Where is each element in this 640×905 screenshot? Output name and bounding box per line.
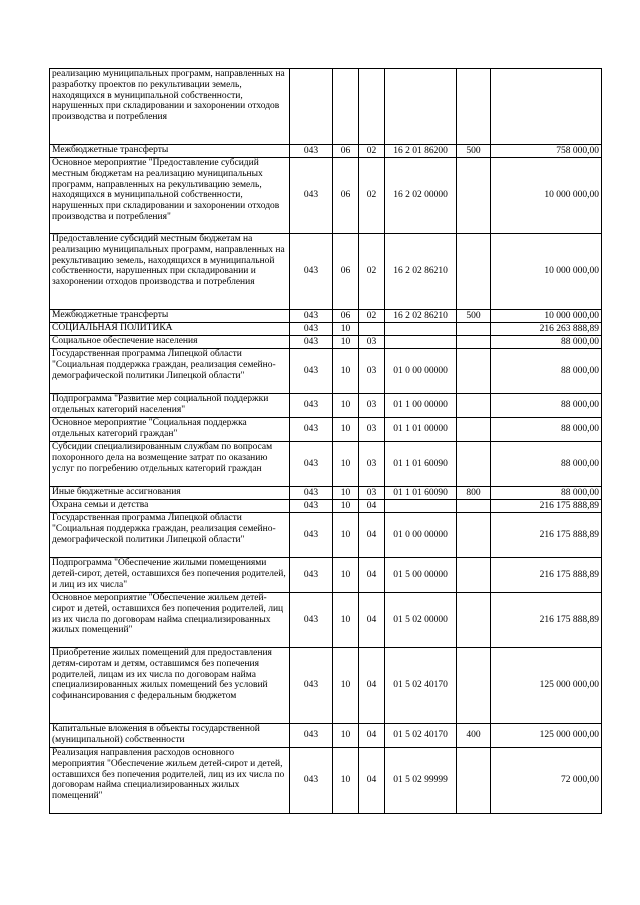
row-vr: 400 <box>457 724 491 748</box>
table-row <box>50 418 602 442</box>
table-row <box>50 593 602 648</box>
row-csr: 16 2 02 86210 <box>385 310 457 323</box>
row-vr: 500 <box>457 145 491 158</box>
row-grbs: 043 <box>290 724 333 748</box>
row-sum: 758 000,00 <box>491 145 602 158</box>
row-csr: 01 5 02 00000 <box>385 593 457 648</box>
row-csr: 01 1 01 60090 <box>385 442 457 487</box>
row-sum: 88 000,00 <box>491 349 602 394</box>
row-pr: 03 <box>359 442 385 487</box>
table-row <box>50 145 602 158</box>
row-name: Государственная программа Липецкой области "Социальная поддержка граждан, реализация семейно-демографической политики Липецкой области" <box>50 513 290 558</box>
row-vr <box>457 69 491 145</box>
row-grbs: 043 <box>290 310 333 323</box>
table-row <box>50 158 602 234</box>
row-pr: 02 <box>359 234 385 310</box>
table-row <box>50 648 602 724</box>
row-vr: 500 <box>457 310 491 323</box>
row-csr: 16 2 02 00000 <box>385 158 457 234</box>
row-vr: 800 <box>457 487 491 500</box>
row-sum: 125 000 000,00 <box>491 724 602 748</box>
row-name: Подпрограмма "Развитие мер социальной поддержки отдельных категорий населения" <box>50 394 290 418</box>
row-name: Подпрограмма "Обеспечение жилыми помещениями детей-сирот, детей, оставшихся без попечения родителей, и лиц из их числа" <box>50 558 290 593</box>
row-rz: 10 <box>333 418 359 442</box>
row-rz: 10 <box>333 513 359 558</box>
row-pr: 03 <box>359 349 385 394</box>
row-pr: 04 <box>359 558 385 593</box>
row-csr: 16 2 02 86210 <box>385 234 457 310</box>
row-csr: 01 1 01 00000 <box>385 418 457 442</box>
budget-table <box>49 68 602 814</box>
row-name: Реализация направления расходов основного мероприятия "Обеспечение жильем детей-сирот и детей, оставшихся без попечения родителей, лиц из их числа по договорам найма специализированных жилых помещений" <box>50 748 290 814</box>
row-pr: 02 <box>359 158 385 234</box>
row-rz: 10 <box>333 558 359 593</box>
row-rz: 10 <box>333 336 359 349</box>
budget-table-body <box>50 69 602 814</box>
row-vr <box>457 418 491 442</box>
row-grbs: 043 <box>290 593 333 648</box>
row-grbs: 043 <box>290 323 333 336</box>
row-sum: 10 000 000,00 <box>491 310 602 323</box>
row-name: Капитальные вложения в объекты государственной (муниципальной) собственности <box>50 724 290 748</box>
row-pr: 04 <box>359 513 385 558</box>
row-sum: 88 000,00 <box>491 336 602 349</box>
row-name: Охрана семьи и детства <box>50 500 290 513</box>
row-rz: 06 <box>333 145 359 158</box>
row-rz: 10 <box>333 500 359 513</box>
row-csr: 01 1 00 00000 <box>385 394 457 418</box>
row-sum: 216 175 888,89 <box>491 500 602 513</box>
row-name: Приобретение жилых помещений для предоставления детям-сиротам и детям, оставшимся без попечения родителей, лицам из их числа по договорам найма специализированных жилых помещений без условий софинансирования с федеральным бюджетом <box>50 648 290 724</box>
row-csr <box>385 336 457 349</box>
row-sum: 10 000 000,00 <box>491 234 602 310</box>
row-rz: 10 <box>333 349 359 394</box>
row-pr <box>359 323 385 336</box>
row-grbs: 043 <box>290 158 333 234</box>
row-pr: 03 <box>359 394 385 418</box>
row-vr <box>457 323 491 336</box>
row-sum: 216 175 888,89 <box>491 558 602 593</box>
row-sum: 88 000,00 <box>491 418 602 442</box>
table-row <box>50 349 602 394</box>
row-name: Межбюджетные трансферты <box>50 145 290 158</box>
row-csr: 01 5 02 40170 <box>385 724 457 748</box>
budget-table-page <box>49 68 601 814</box>
row-rz: 10 <box>333 487 359 500</box>
row-sum: 88 000,00 <box>491 442 602 487</box>
row-vr <box>457 442 491 487</box>
row-csr: 16 2 01 86200 <box>385 145 457 158</box>
row-csr: 01 0 00 00000 <box>385 349 457 394</box>
row-rz: 10 <box>333 593 359 648</box>
row-pr: 04 <box>359 648 385 724</box>
row-sum: 10 000 000,00 <box>491 158 602 234</box>
row-pr: 03 <box>359 487 385 500</box>
row-grbs: 043 <box>290 394 333 418</box>
row-name: Основное мероприятие "Обеспечение жильем детей-сирот и детей, оставшихся без попечения родителей, лиц из их числа по договорам найма специализированных жилых помещений" <box>50 593 290 648</box>
row-name: Социальное обеспечение населения <box>50 336 290 349</box>
row-csr: 01 5 02 40170 <box>385 648 457 724</box>
row-name: реализацию муниципальных программ, направленных на разработку проектов по рекультивации земель, находящихся в муниципальной собственности, нарушенных при складировании и захоронении отходов производства и потребления <box>50 69 290 145</box>
row-vr <box>457 513 491 558</box>
row-csr <box>385 500 457 513</box>
table-row <box>50 748 602 814</box>
row-grbs: 043 <box>290 418 333 442</box>
row-pr <box>359 69 385 145</box>
row-name: Межбюджетные трансферты <box>50 310 290 323</box>
row-name: Государственная программа Липецкой области "Социальная поддержка граждан, реализация семейно-демографической политики Липецкой области" <box>50 349 290 394</box>
table-row <box>50 500 602 513</box>
row-vr <box>457 394 491 418</box>
row-grbs: 043 <box>290 234 333 310</box>
row-grbs <box>290 69 333 145</box>
row-name: Субсидии специализированным службам по вопросам похоронного дела на возмещение затрат по оказанию услуг по погребению отдельных категорий граждан <box>50 442 290 487</box>
row-grbs: 043 <box>290 487 333 500</box>
row-grbs: 043 <box>290 648 333 724</box>
row-rz: 10 <box>333 394 359 418</box>
row-name: Иные бюджетные ассигнования <box>50 487 290 500</box>
row-sum: 216 263 888,89 <box>491 323 602 336</box>
row-pr: 02 <box>359 145 385 158</box>
row-rz: 06 <box>333 158 359 234</box>
row-sum: 88 000,00 <box>491 394 602 418</box>
row-grbs: 043 <box>290 145 333 158</box>
row-pr: 04 <box>359 593 385 648</box>
row-vr <box>457 558 491 593</box>
row-csr: 01 1 01 60090 <box>385 487 457 500</box>
row-pr: 02 <box>359 310 385 323</box>
row-vr <box>457 593 491 648</box>
row-name: Основное мероприятие "Социальная поддержка отдельных категорий граждан" <box>50 418 290 442</box>
table-row <box>50 487 602 500</box>
table-row <box>50 558 602 593</box>
row-pr: 04 <box>359 748 385 814</box>
table-row <box>50 724 602 748</box>
row-vr <box>457 349 491 394</box>
row-vr <box>457 648 491 724</box>
row-csr: 01 5 00 00000 <box>385 558 457 593</box>
table-row <box>50 336 602 349</box>
table-row <box>50 323 602 336</box>
row-sum: 72 000,00 <box>491 748 602 814</box>
row-grbs: 043 <box>290 748 333 814</box>
row-name: СОЦИАЛЬНАЯ ПОЛИТИКА <box>50 323 290 336</box>
row-pr: 03 <box>359 336 385 349</box>
table-row <box>50 310 602 323</box>
row-grbs: 043 <box>290 349 333 394</box>
row-rz: 10 <box>333 648 359 724</box>
row-grbs: 043 <box>290 500 333 513</box>
row-vr <box>457 158 491 234</box>
row-sum: 216 175 888,89 <box>491 593 602 648</box>
row-rz: 06 <box>333 310 359 323</box>
row-vr <box>457 500 491 513</box>
table-row <box>50 442 602 487</box>
row-pr: 03 <box>359 418 385 442</box>
row-sum <box>491 69 602 145</box>
row-rz: 06 <box>333 234 359 310</box>
row-vr <box>457 234 491 310</box>
row-grbs: 043 <box>290 513 333 558</box>
row-grbs: 043 <box>290 336 333 349</box>
row-csr <box>385 323 457 336</box>
row-rz <box>333 69 359 145</box>
row-pr: 04 <box>359 500 385 513</box>
table-row <box>50 394 602 418</box>
row-rz: 10 <box>333 442 359 487</box>
row-rz: 10 <box>333 724 359 748</box>
row-vr <box>457 336 491 349</box>
row-csr: 01 0 00 00000 <box>385 513 457 558</box>
row-csr: 01 5 02 99999 <box>385 748 457 814</box>
row-sum: 125 000 000,00 <box>491 648 602 724</box>
row-rz: 10 <box>333 323 359 336</box>
row-csr <box>385 69 457 145</box>
table-row <box>50 69 602 145</box>
row-vr <box>457 748 491 814</box>
table-row <box>50 513 602 558</box>
table-row <box>50 234 602 310</box>
row-sum: 216 175 888,89 <box>491 513 602 558</box>
row-rz: 10 <box>333 748 359 814</box>
row-sum: 88 000,00 <box>491 487 602 500</box>
row-grbs: 043 <box>290 558 333 593</box>
row-grbs: 043 <box>290 442 333 487</box>
row-name: Основное мероприятие "Предоставление субсидий местным бюджетам на реализацию муниципальных программ, направленных на рекультивацию земель, находящихся в муниципальной собственности, нарушенных при складировании и захоронении отходов производства и потребления" <box>50 158 290 234</box>
row-pr: 04 <box>359 724 385 748</box>
row-name: Предоставление субсидий местным бюджетам на реализацию муниципальных программ, направленных на рекультивацию земель, находящихся в муниципальной собственности, нарушенных при складировании и захоронении отходов производства и потребления <box>50 234 290 310</box>
